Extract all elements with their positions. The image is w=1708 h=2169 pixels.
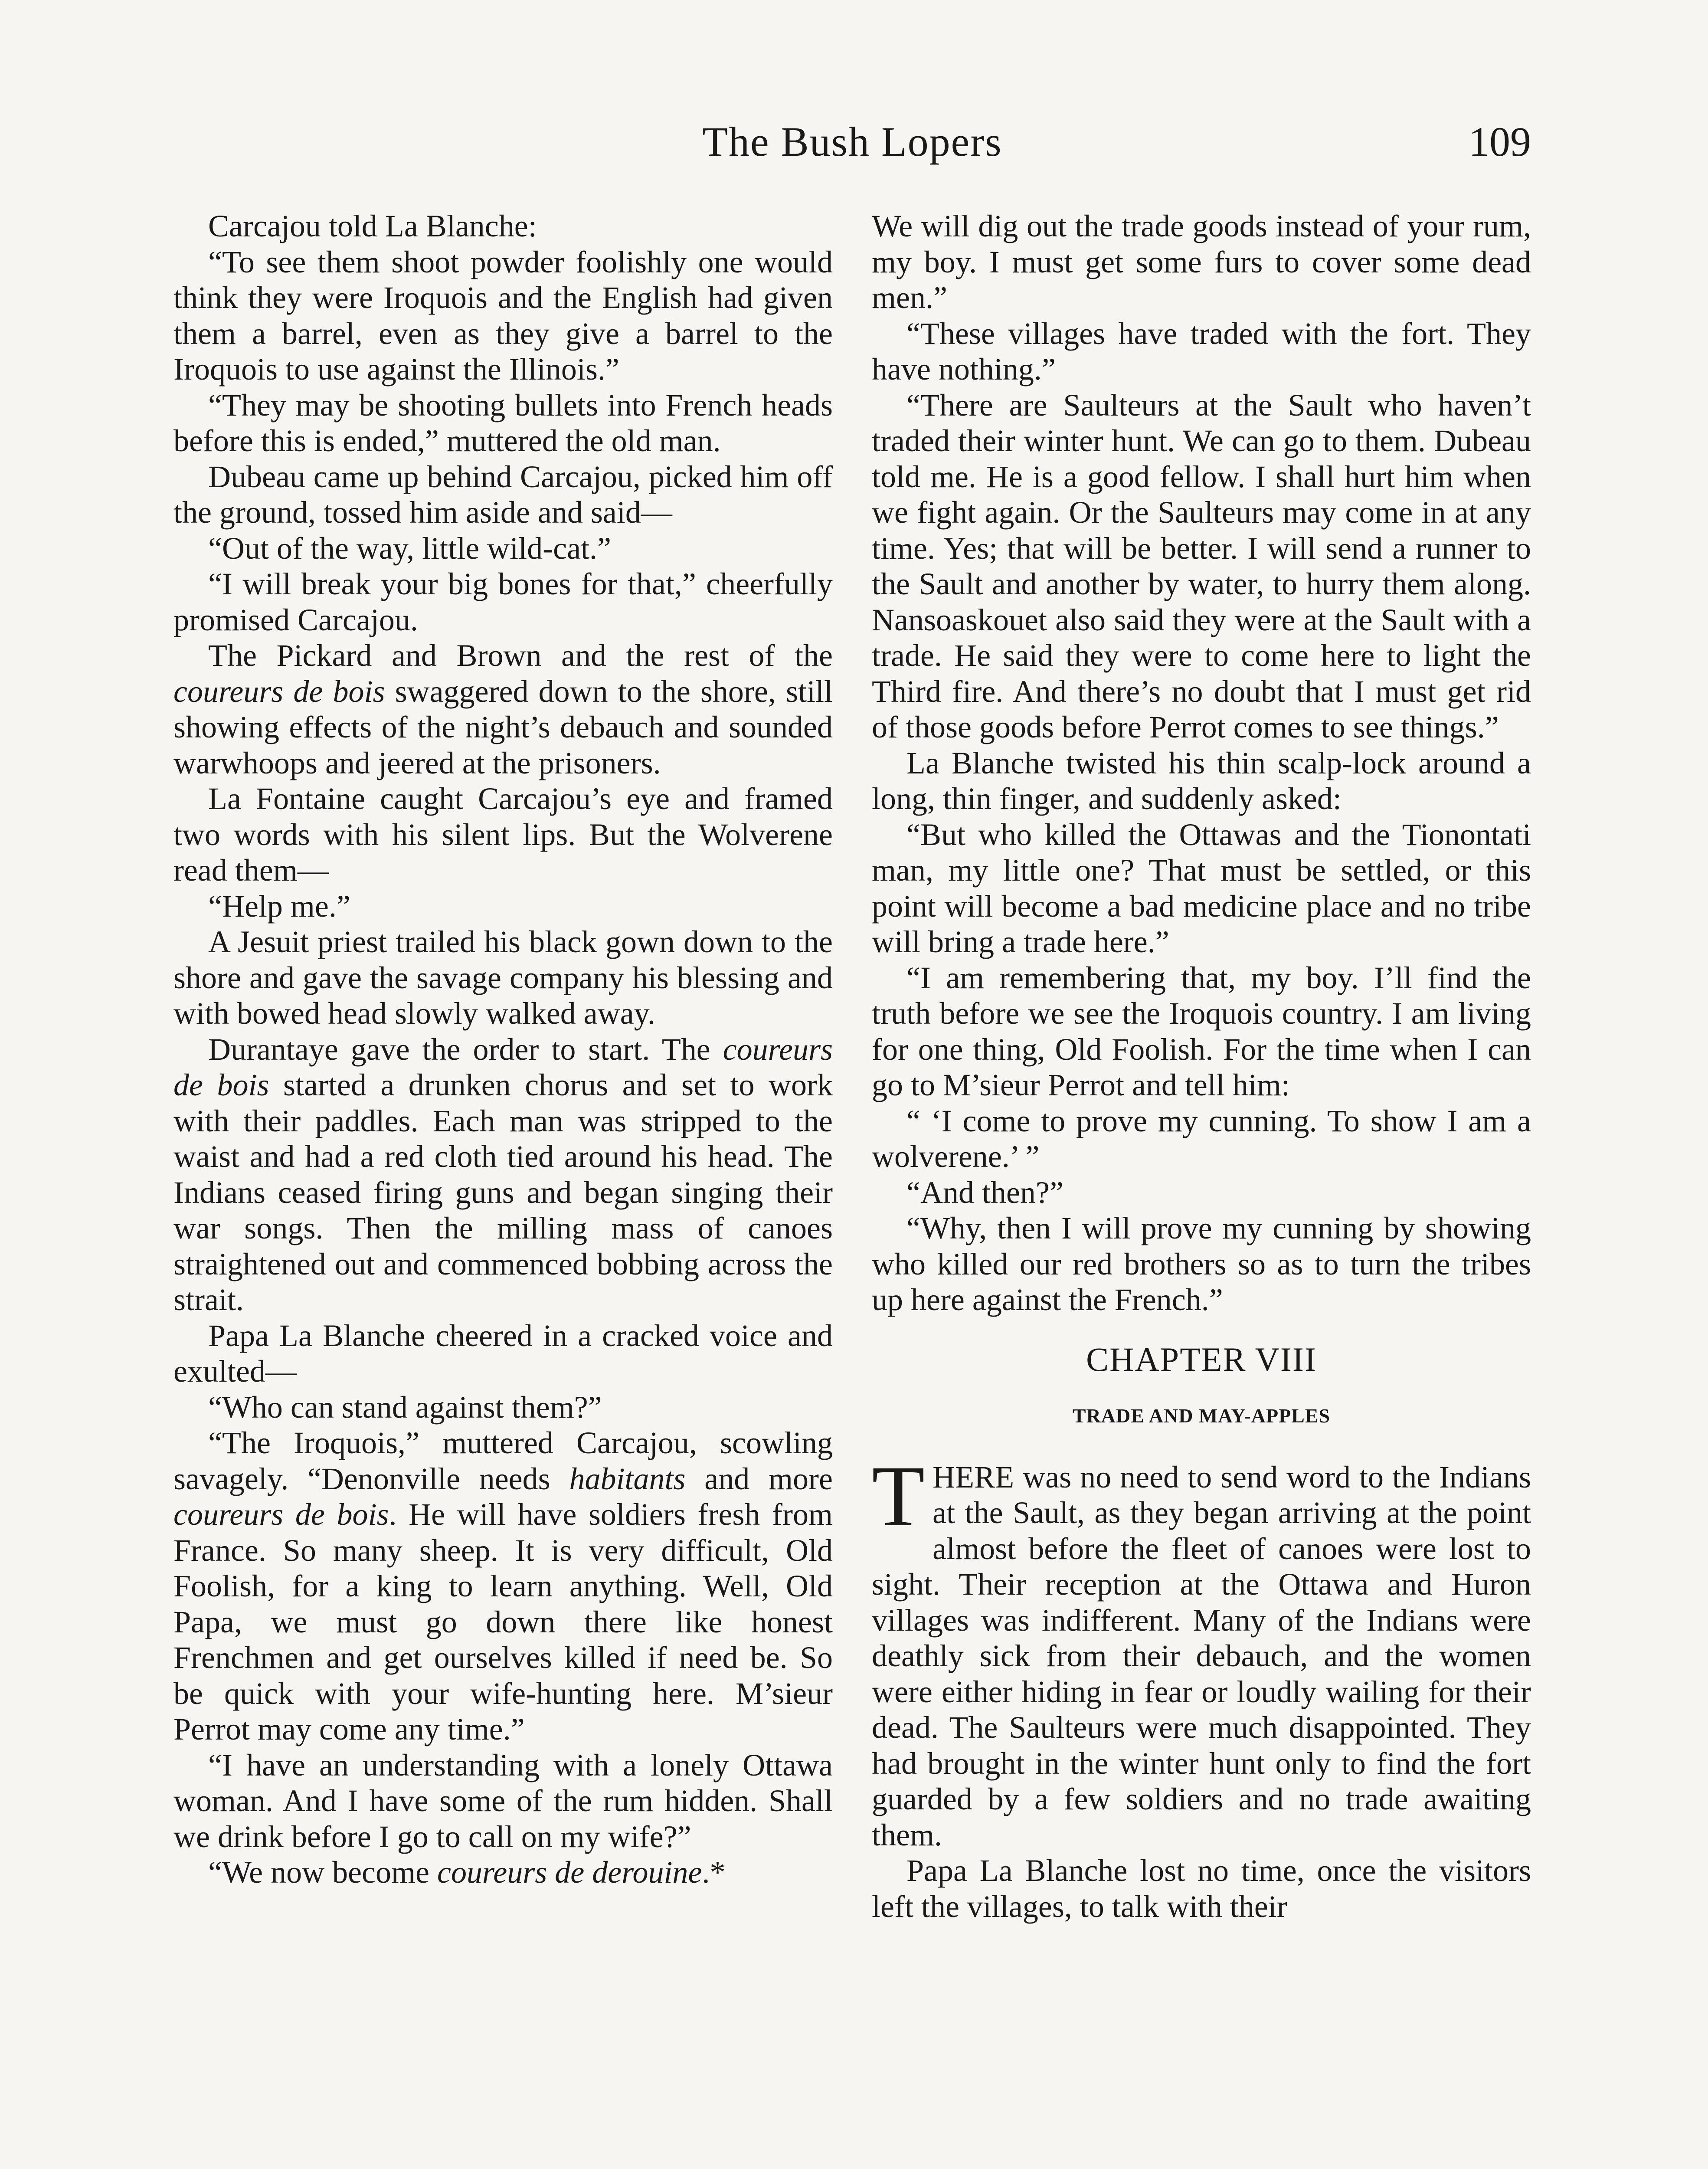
paragraph: “Out of the way, little wild-cat.” [208,531,612,566]
paragraph-text: HERE was no need to send word to the Indians at the Sault, as they began arriving at the point almost before the fleet of canoes were lost to sight. Their reception at the Ottawa and Huron villages was indifferent. Many of the Indians were deathly sick from their debauch, and the women were either hiding in fear or loudly wailing for their dead. The Saulteurs were much disappointed. They had brought in the winter hunt only to find the fort guarded by a few soldiers and no trade awaiting them. [872,1459,1531,1852]
paragraph: “Why, then I will prove my cunning by showing who killed our red brothers so as to turn the tribes up here against the French.” [872,1211,1531,1317]
paragraph: La Blanche twisted his thin scalp-lock around a long, thin finger, and suddenly asked: [872,745,1531,816]
paragraph: Dubeau came up behind Carcajou, picked him off the ground, tossed him aside and said— [173,459,833,530]
paragraph: “To see them shoot powder foolishly one would think they were Iroquois and the English had given them a barrel, even as they give a barrel to the Iroquois to use against the Illinois.” [173,244,833,387]
paragraph-text: .* [702,1855,726,1890]
running-head [173,114,1531,170]
chapter-heading: CHAPTER VIII [1086,1340,1317,1378]
paragraph [173,638,833,781]
paragraph: “They may be shooting bullets into French heads before this is ended,” muttered the old man. [173,387,833,458]
paragraph [173,1854,833,1891]
italic-phrase: coureurs de bois [173,674,385,709]
paragraph: Carcajou told La Blanche: [208,209,537,243]
paragraph: Papa La Blanche cheered in a cracked voice and exulted— [173,1318,833,1389]
paragraph-text: started a drunken chorus and set to work with their paddles. Each man was stripped to the waist and had a red cloth tied around his head. The Indians ceased firing guns and began singing their war songs. Then the milling mass of canoes straightened out and commenced bobbing across the strait. [173,1068,833,1317]
paragraph: We will dig out the trade goods instead of your rum, my boy. I must get some furs to cover some dead men.” [872,209,1531,315]
running-title: The Bush Lopers [702,118,1002,165]
paragraph-text: The Pickard and Brown and the rest of the [208,638,833,673]
paragraph: A Jesuit priest trailed his black gown down to the shore and gave the savage company his blessing and with bowed head slowly walked away. [173,924,833,1031]
paragraph: “ ‘I come to prove my cunning. To show I am a wolverene.’ ” [872,1103,1531,1174]
paragraph: “These villages have traded with the fort. They have nothing.” [872,316,1531,387]
paragraph-text: “The Iroquois,” muttered Carcajou, scowling savagely. “Denonville needs [173,1425,833,1496]
paragraph-text: Durantaye gave the order to start. The [208,1032,723,1067]
page-number: 109 [1469,118,1531,165]
italic-phrase: coureurs de derouine [437,1855,702,1890]
italic-phrase: coureurs de bois [173,1032,833,1102]
paragraph-text: and more [685,1461,833,1496]
paragraph: “But who killed the Ottawas and the Tionontati man, my little one? That must be settled, or this point will become a bad medicine place and no tribe will bring a trade here.” [872,817,1531,959]
right-column [872,208,1531,1924]
paragraph-text: . He will have soldiers fresh from France. So many sheep. It is very difficult, Old Foolish, for a king to learn anything. Well, Old Papa, we must go down there like honest Frenchmen and get ourselves killed if need be. So be quick with your wife-hunting here. M’sieur Perrot may come any time.” [173,1497,833,1746]
paragraph: “I have an understanding with a lonely Ottawa woman. And I have some of the rum hidden. Shall we drink before I go to call on my wife?” [173,1747,833,1854]
left-column [173,208,833,1891]
paragraph: “I am remembering that, my boy. I’ll find the truth before we see the Iroquois country. I am living for one thing, Old Foolish. For the time when I can go to M’sieur Perrot and tell him: [872,960,1531,1102]
paragraph: Papa La Blanche lost no time, once the visitors left the villages, to talk with their [872,1853,1531,1924]
paragraph: “There are Saulteurs at the Sault who haven’t traded their winter hunt. We can go to them. Dubeau told me. He is a good fellow. I shall hurt him when we fight again. Or the Saulteurs may come in at any time. Yes; that will be better. I will send a runner to the Sault and another by water, to hurry them along. Nansoaskouet also said they were at the Sault with a trade. He said they were to come here to light the Third fire. And there’s no doubt that I must get rid of those goods before Perrot comes to see things.” [872,387,1531,744]
paragraph: “I will break your big bones for that,” cheerfully promised Carcajou. [173,567,833,637]
chapter-opening-paragraph [872,1448,1531,1853]
paragraph: “Who can stand against them?” [208,1389,602,1425]
paragraph-text: “We now become [208,1855,437,1890]
italic-phrase: habitants [569,1461,686,1496]
paragraph [173,1425,833,1747]
paragraph: “Help me.” [208,888,350,924]
paragraph [173,1032,833,1318]
drop-cap: T [872,1448,925,1544]
italic-phrase: coureurs de bois [173,1497,389,1532]
paragraph: La Fontaine caught Carcajou’s eye and framed two words with his silent lips. But the Wolverene read them— [173,781,833,888]
chapter-subtitle: TRADE AND MAY-APPLES [1072,1404,1331,1427]
paragraph: “And then?” [906,1175,1063,1210]
paragraph-text: swaggered down to the shore, still showing effects of the night’s debauch and sounded warwhoops and jeered at the prisoners. [173,674,833,780]
